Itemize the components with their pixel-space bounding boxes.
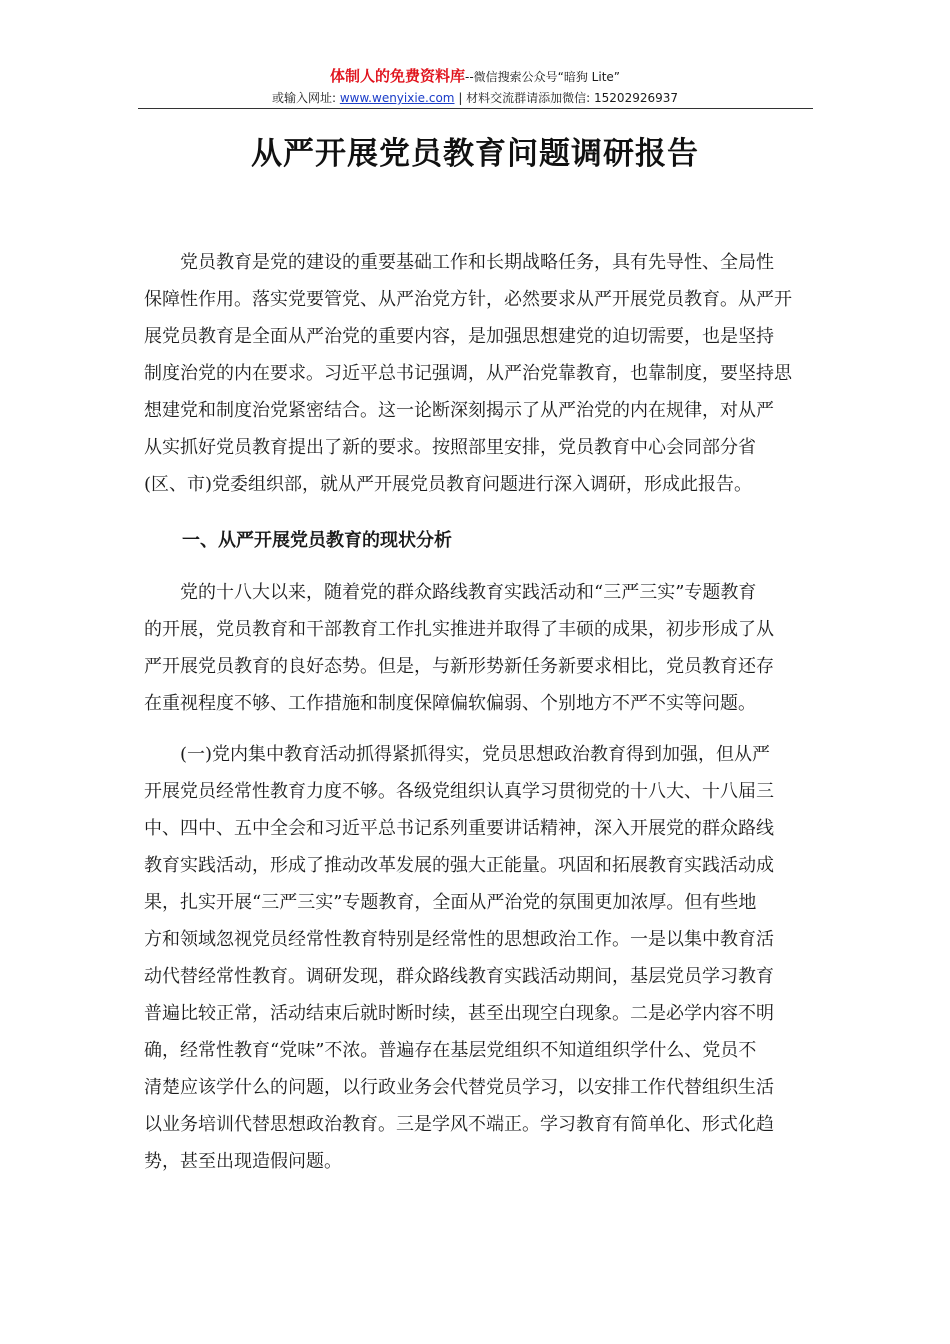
header-line-2 [0, 89, 950, 107]
paragraph-line: (一)党内集中教育活动抓得紧抓得实，党员思想政治教育得到加强，但从严 [144, 744, 771, 765]
paragraph-intro [144, 244, 806, 503]
page-header [0, 66, 950, 107]
paragraph-status [144, 574, 806, 722]
paragraph-line: 严开展党员教育的良好态势。但是，与新形势新任务新要求相比，党员教育还存 [144, 656, 774, 677]
section-heading-1: 一、从严开展党员教育的现状分析 [182, 530, 452, 551]
header-url-link[interactable]: www.wenyixie.com [339, 91, 455, 105]
paragraph-line: 从实抓好党员教育提出了新的要求。按照部里安排，党员教育中心会同部分省 [144, 437, 756, 458]
paragraph-line: 确，经常性教育“党味”不浓。普遍存在基层党组织不知道组织学什么、党员不 [144, 1040, 757, 1061]
header-brand: 体制人的免费资料库 [329, 67, 465, 85]
paragraph-line: 的开展，党员教育和干部教育工作扎实推进并取得了丰硕的成果，初步形成了从 [144, 619, 774, 640]
paragraph-line: (区、市)党委组织部，就从严开展党员教育问题进行深入调研，形成此报告。 [144, 474, 753, 495]
paragraph-line: 保障性作用。落实党要管党、从严治党方针，必然要求从严开展党员教育。从严开 [144, 289, 792, 310]
paragraph-line: 动代替经常性教育。调研发现，群众路线教育实践活动期间，基层党员学习教育 [144, 966, 774, 987]
paragraph-line: 势，甚至出现造假问题。 [144, 1151, 342, 1172]
paragraph-line: 清楚应该学什么的问题，以行政业务会代替党员学习，以安排工作代替组织生活 [144, 1077, 774, 1098]
paragraph-subsection-1 [144, 736, 806, 1180]
paragraph-line: 果，扎实开展“三严三实”专题教育，全面从严治党的氛围更加浓厚。但有些地 [144, 892, 757, 913]
paragraph-line: 党的十八大以来，随着党的群众路线教育实践活动和“三严三实”专题教育 [144, 582, 757, 603]
paragraph-line: 展党员教育是全面从严治党的重要内容，是加强思想建党的迫切需要，也是坚持 [144, 326, 774, 347]
header-divider [138, 108, 813, 109]
header-url-prefix: 或输入网址: [271, 91, 340, 105]
paragraph-line: 制度治党的内在要求。习近平总书记强调，从严治党靠教育，也靠制度，要坚持思 [144, 363, 792, 384]
paragraph-line: 在重视程度不够、工作措施和制度保障偏软偏弱、个别地方不严不实等问题。 [144, 693, 756, 714]
header-contact: | 材料交流群请添加微信: 15202926937 [454, 91, 679, 105]
header-subtitle: --微信搜索公众号“暗狗 Lite” [464, 70, 621, 84]
paragraph-line: 中、四中、五中全会和习近平总书记系列重要讲话精神，深入开展党的群众路线 [144, 818, 774, 839]
document-title: 从严开展党员教育问题调研报告 [251, 136, 699, 172]
paragraph-line: 党员教育是党的建设的重要基础工作和长期战略任务，具有先导性、全局性 [144, 252, 774, 273]
paragraph-line: 以业务培训代替思想政治教育。三是学风不端正。学习教育有简单化、形式化趋 [144, 1114, 774, 1135]
paragraph-line: 教育实践活动，形成了推动改革发展的强大正能量。巩固和拓展教育实践活动成 [144, 855, 774, 876]
paragraph-line: 方和领域忽视党员经常性教育特别是经常性的思想政治工作。一是以集中教育活 [144, 929, 774, 950]
paragraph-line: 开展党员经常性教育力度不够。各级党组织认真学习贯彻党的十八大、十八届三 [144, 781, 774, 802]
header-line-1 [0, 66, 950, 87]
paragraph-line: 普遍比较正常，活动结束后就时断时续，甚至出现空白现象。二是必学内容不明 [144, 1003, 774, 1024]
paragraph-line: 想建党和制度治党紧密结合。这一论断深刻揭示了从严治党的内在规律，对从严 [144, 400, 774, 421]
